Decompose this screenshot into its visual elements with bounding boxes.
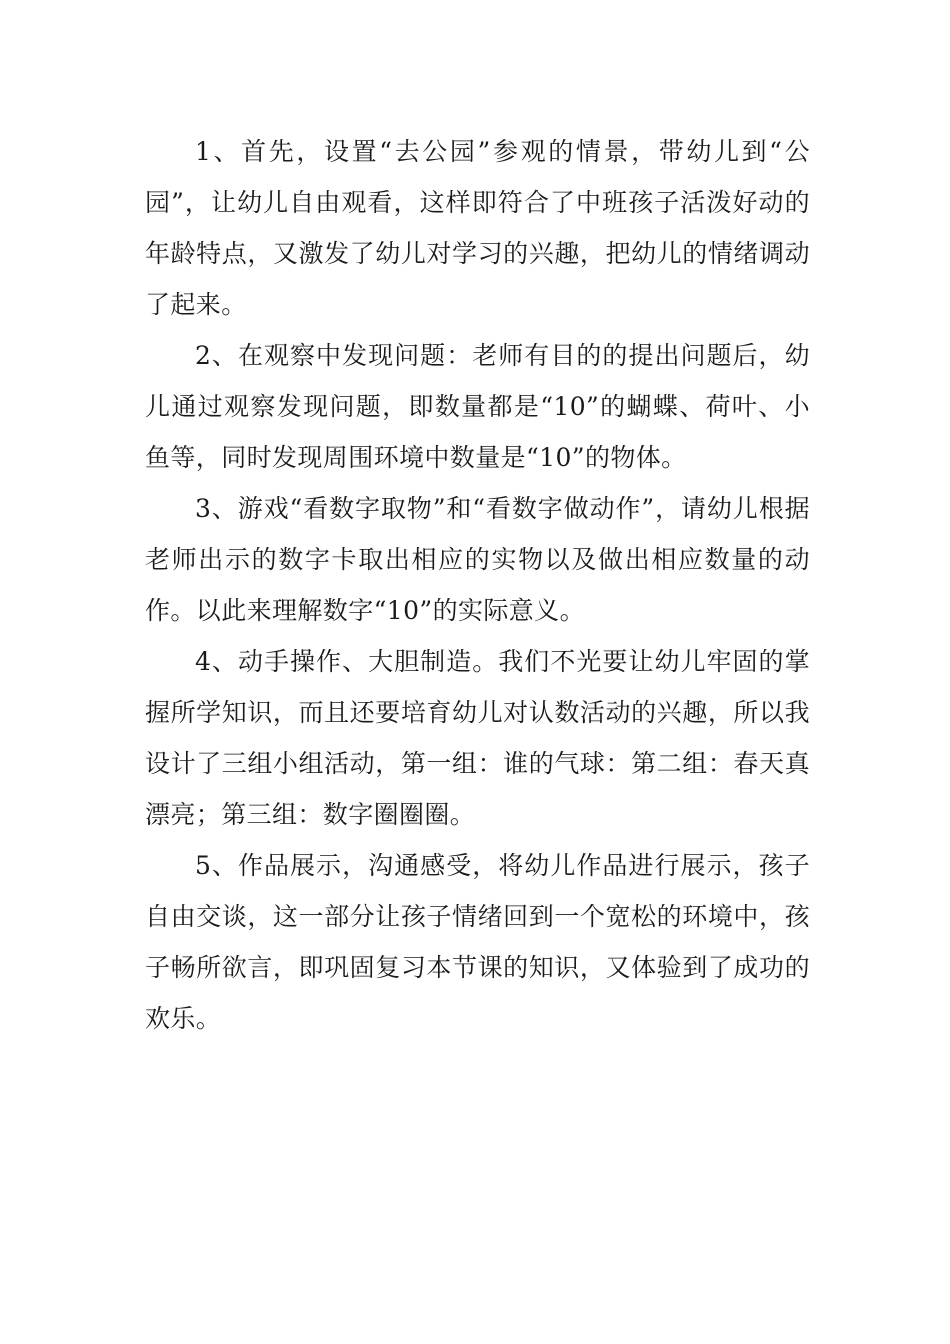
paragraph-1: 1、首先，设置“去公园”参观的情景，带幼儿到“公园”，让幼儿自由观看，这样即符合了中班孩子活泼好动的年龄特点，又激发了幼儿对学习的兴趣，把幼儿的情绪调动了起来。 xyxy=(145,137,810,319)
paragraph-3: 3、游戏“看数字取物”和“看数字做动作”，请幼儿根据老师出示的数字卡取出相应的实物以及做出相应数量的动作。以此来理解数字“10”的实际意义。 xyxy=(145,494,810,625)
paragraph-2: 2、在观察中发现问题：老师有目的的提出问题后，幼儿通过观察发现问题，即数量都是“10”的蝴蝶、荷叶、小鱼等，同时发现周围环境中数量是“10”的物体。 xyxy=(145,341,810,472)
paragraph-4: 4、动手操作、大胆制造。我们不光要让幼儿牢固的掌握所学知识，而且还要培育幼儿对认数活动的兴趣，所以我设计了三组小组活动，第一组：谁的气球：第二组：春天真漂亮；第三组：数字圈圈圈。 xyxy=(145,647,810,829)
paragraph-5: 5、作品展示，沟通感受，将幼儿作品进行展示，孩子自由交谈，这一部分让孩子情绪回到一个宽松的环境中，孩子畅所欲言，即巩固复习本节课的知识，又体验到了成功的欢乐。 xyxy=(145,851,810,1033)
document-body xyxy=(145,126,810,1044)
